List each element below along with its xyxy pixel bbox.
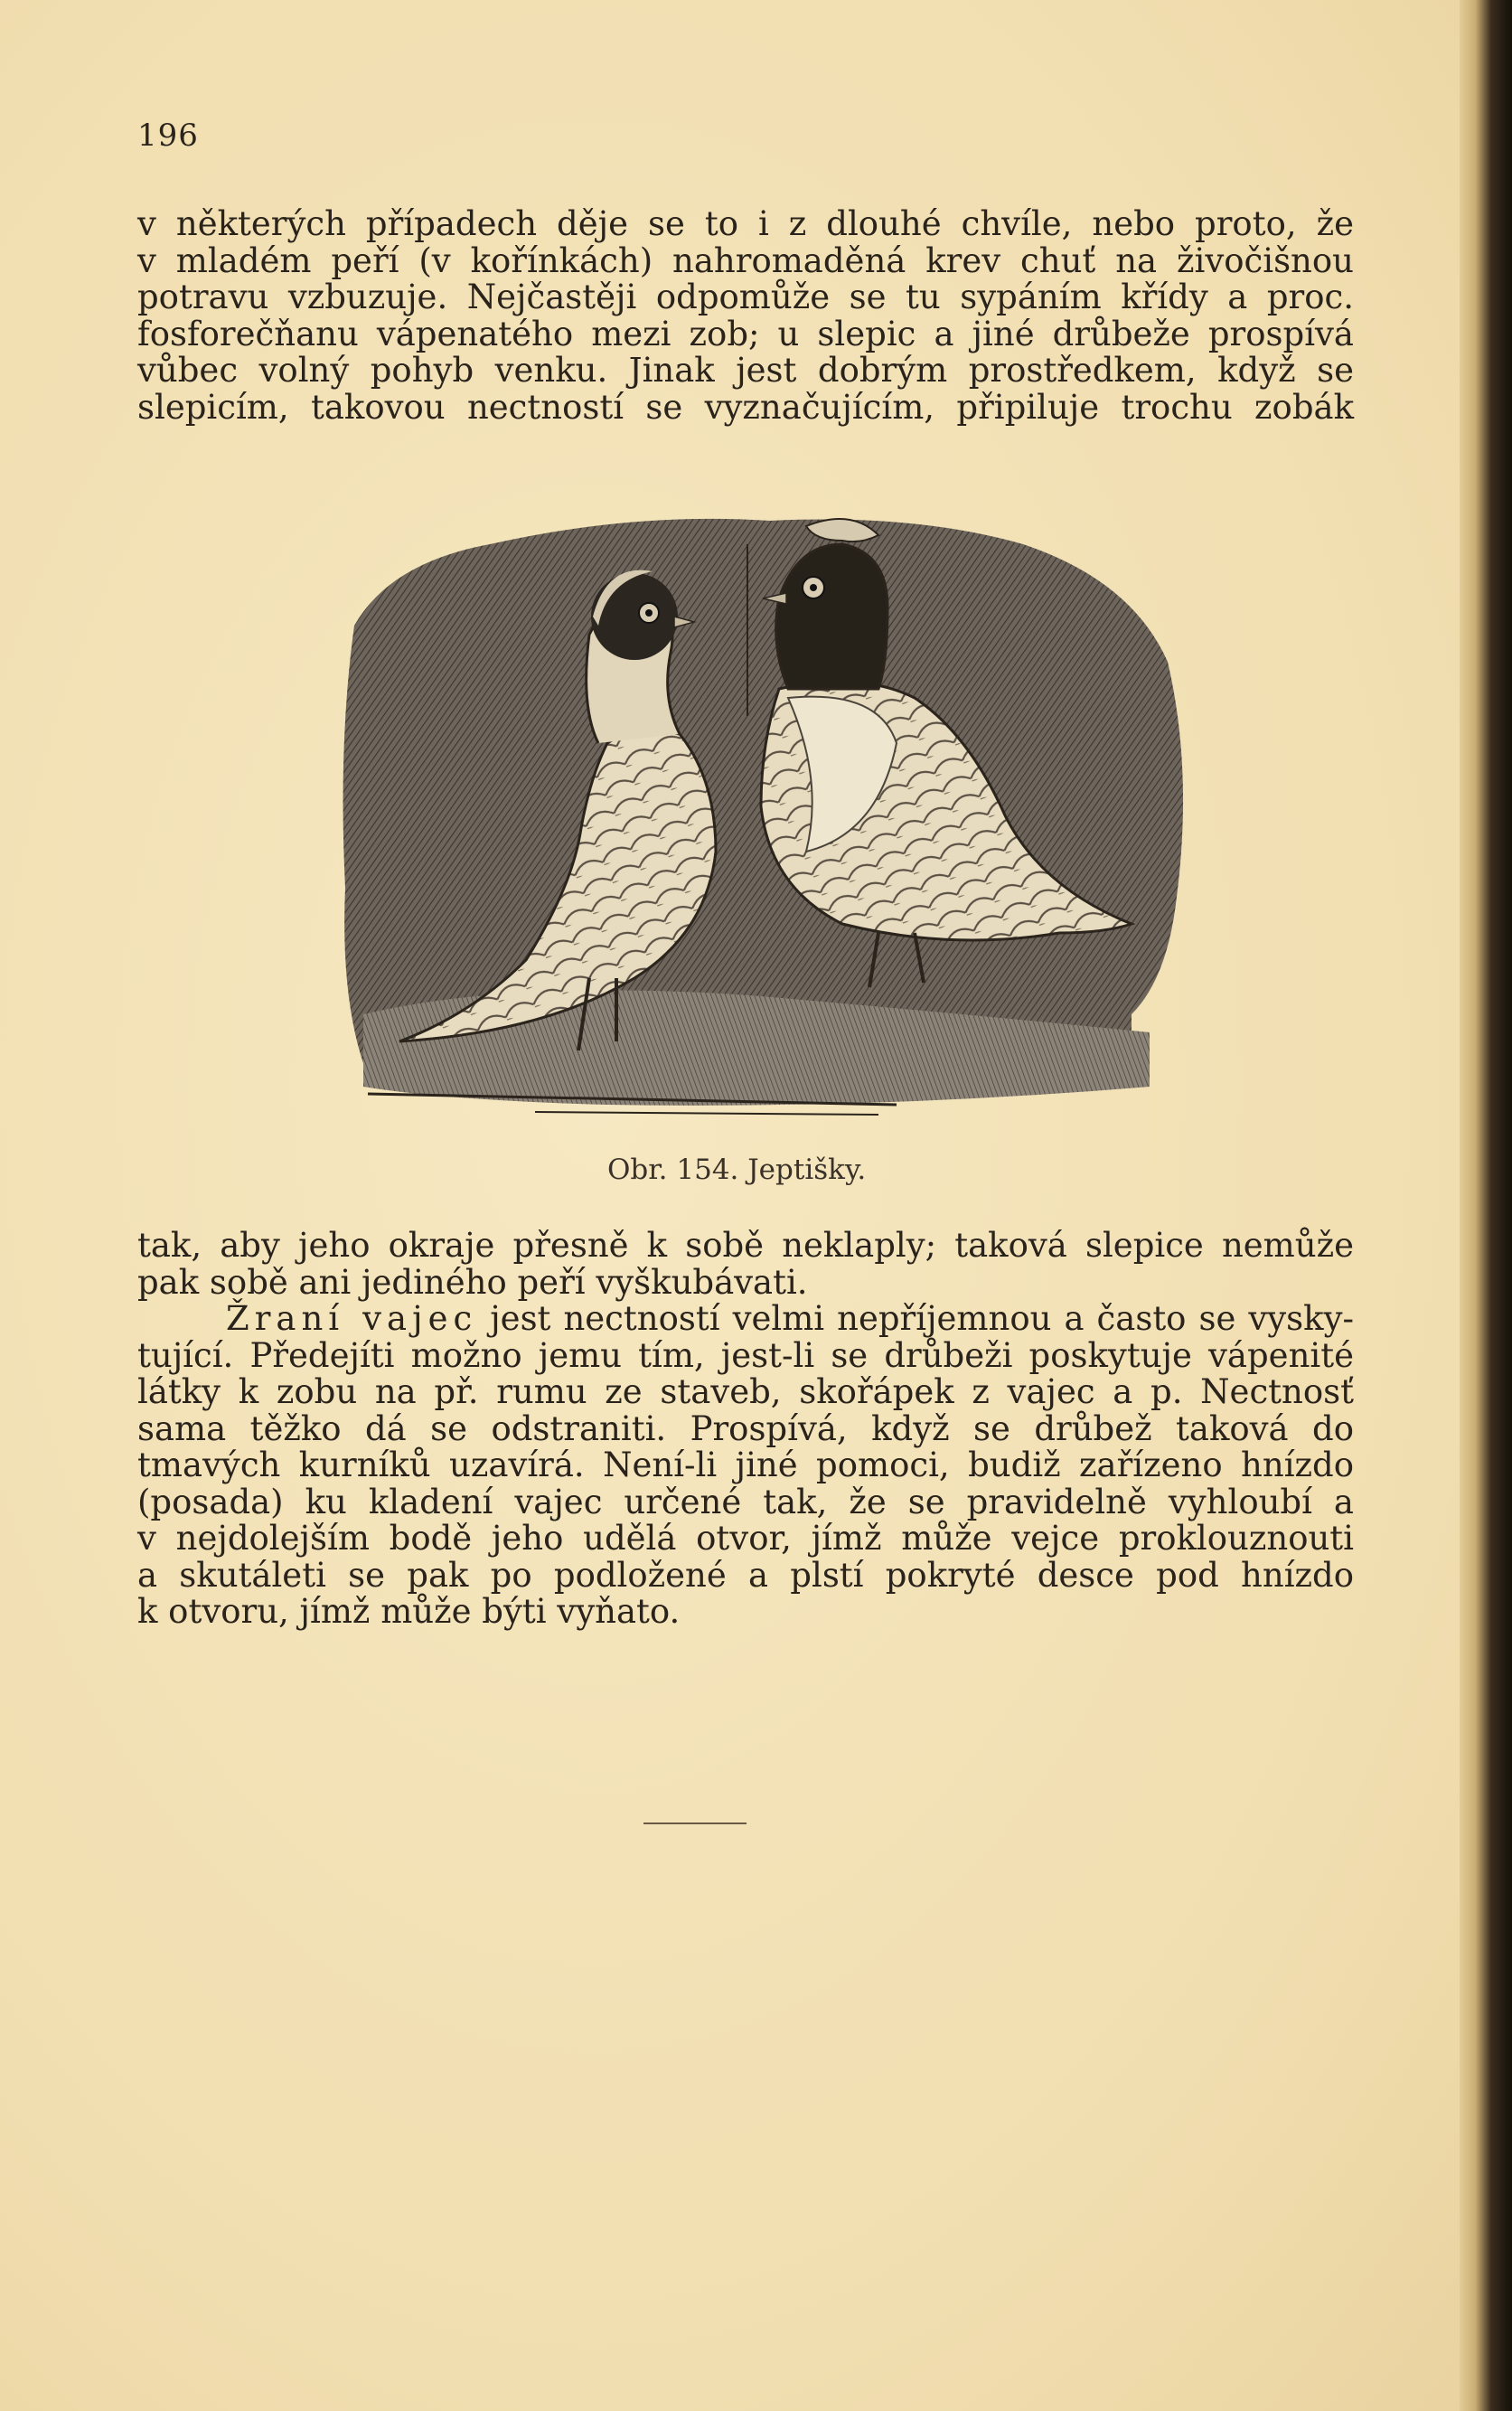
text-line: k otvoru, jímž může býti vyňato. [137, 1592, 681, 1631]
paragraph-3 [137, 1301, 1354, 1631]
text-line: fosforečňanu vápenatého mezi zob; u slepic a jiné drůbeže prospívá [137, 314, 1354, 353]
text-fragment: jest nectností velmi nepříjemnou a často se vysky- [477, 1299, 1354, 1338]
book-edge [1460, 0, 1512, 2411]
text-line: pak sobě ani jediného peří vyškubávati. [137, 1262, 808, 1302]
emphasis-text: Žraní vajec [226, 1299, 478, 1338]
text-line: potravu vzbuzuje. Nejčastěji odpomůže se tu sypáním křídy a proc. [137, 278, 1354, 316]
text-line: tující. Předejíti možno jemu tím, jest-li se drůbeži poskytuje vápenité [137, 1335, 1354, 1375]
figure-caption: Obr. 154. Jeptišky. [607, 1154, 867, 1186]
text-line: v mladém peří (v kořínkách) nahromaděná krev chuť na živočišnou [137, 240, 1354, 280]
text-line: sama těžko dá se odstraniti. Prospívá, když se drůbež taková do [137, 1408, 1354, 1448]
paragraph-2 [137, 1228, 1354, 1301]
text-line: tak, aby jeho okraje přesně k sobě neklaply; taková slepice nemůže [137, 1226, 1354, 1265]
text-line: v nejdolejším bodě jeho udělá otvor, jímž může vejce proklouznouti [137, 1519, 1354, 1558]
text-line: vůbec volný pohyb venku. Jinak jest dobrým prostředkem, když se [137, 351, 1354, 390]
text-line: a skutáleti se pak po podložené a plstí pokryté desce pod hnízdo [137, 1555, 1354, 1595]
text-line: slepicím, takovou nectností se vyznačujícím, připiluje trochu zobák [137, 387, 1354, 427]
page-number: 196 [137, 118, 199, 154]
paragraph-1 [137, 206, 1354, 426]
text-line [137, 1301, 1354, 1338]
text-line: (posada) ku kladení vajec určené tak, že se pravidelně vyhloubí a [137, 1482, 1354, 1521]
text-line: látky k zobu na př. rumu ze staveb, skořápek z vajec a p. Nectnosť [137, 1372, 1354, 1411]
section-rule [643, 1822, 747, 1824]
text-line: tmavých kurníků uzavírá. Není-li jiné pomoci, budiž zařízeno hnízdo [137, 1446, 1354, 1484]
pigeons-engraving [336, 508, 1195, 1116]
text-line: v některých případech děje se to i z dlouhé chvíle, nebo proto, že [137, 204, 1354, 243]
